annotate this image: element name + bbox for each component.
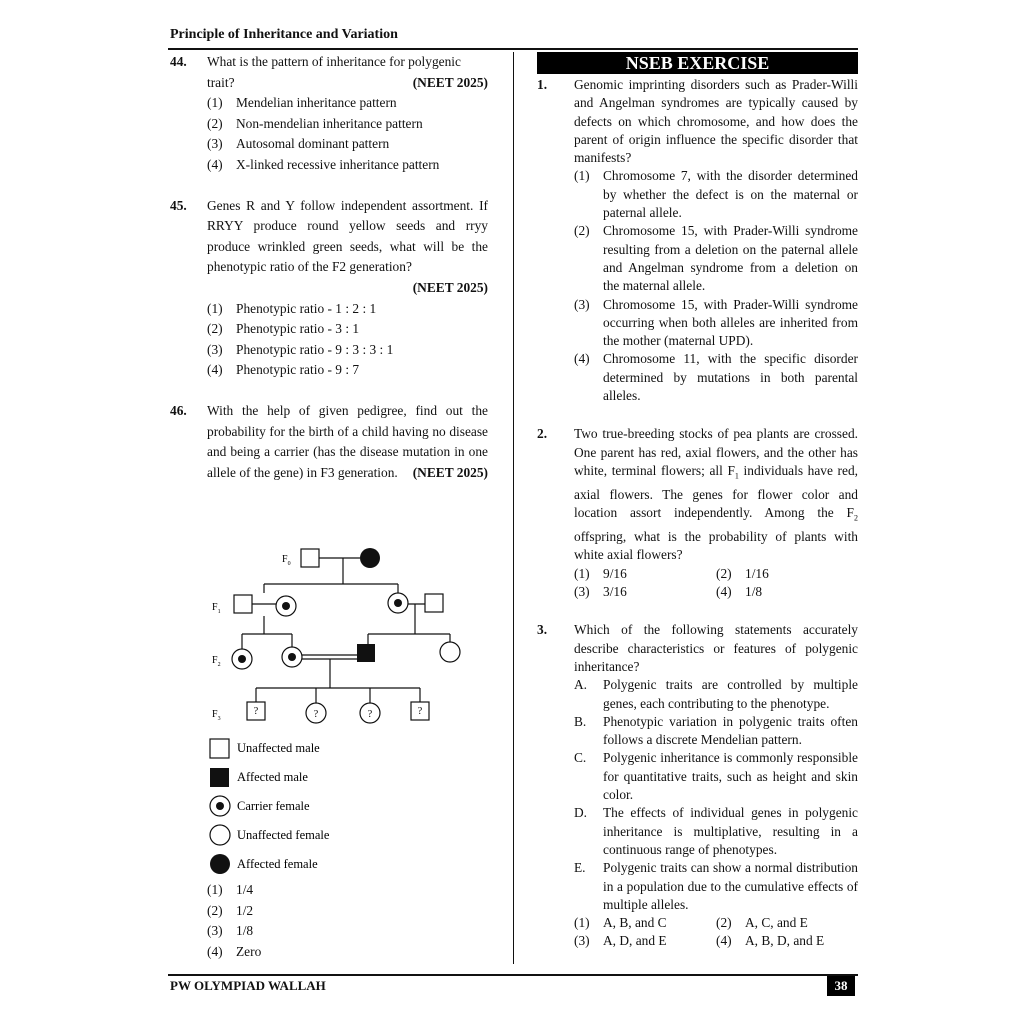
page-header: Principle of Inheritance and Variation [170, 27, 398, 42]
unaffected-male-symbol [301, 549, 319, 567]
legend-affected-female-icon [210, 854, 230, 874]
header-rule [168, 48, 858, 50]
page-number: 38 [827, 976, 855, 996]
question-text: Genomic imprinting disorders such as Prader-Willi and Angelman syndromes are typically caused by defects on which chromosome, and how does the parent of origin influence the specific disorder that manifests? [574, 77, 858, 166]
generation-label: $F_2$ [212, 655, 221, 668]
carrier-female-symbol [276, 596, 296, 616]
nseb-question-3 [537, 621, 858, 950]
generation-label: $F_0$ [282, 554, 291, 567]
question-text: trait? [207, 74, 235, 90]
pedigree-svg [200, 540, 500, 880]
nseb-question-2 [537, 425, 858, 601]
option: (3) 1/8 [207, 923, 254, 939]
section-banner: NSEB EXERCISE [537, 52, 858, 74]
legend-unaffected-female-icon [210, 825, 230, 845]
question-text: Genes R and Y follow independent assortment. If RRYY produce round yellow seeds and rryy produce wrinkled green seeds, what will be the phenotypic ratio of the F2 generation? [207, 197, 488, 275]
legend-label: Unaffected male [237, 741, 320, 755]
legend-label: Affected male [237, 770, 308, 784]
option: (3) Autosomal dominant pattern [207, 136, 390, 152]
question-44 [170, 52, 488, 176]
carrier-female-symbol [388, 593, 408, 613]
generation-label: $F_3$ [212, 709, 221, 722]
question-number: 44. [170, 54, 187, 69]
question-46 [170, 401, 488, 483]
question-text: With the help of given pedigree, find out the probability for the birth of a child having no disease and being a carrier (has the disease mutation in one allele of the gene) in F3 generation. (NEET 2025) [207, 401, 488, 483]
question-text: What is the pattern of inheritance for polygenic [207, 54, 461, 69]
option-row [574, 914, 858, 932]
option: (3) Chromosome 15, with Prader-Willi syndrome occurring when both alleles are inherited from the mother (maternal UPD). [574, 296, 858, 349]
legend-label: Unaffected female [237, 828, 330, 842]
affected-female-symbol [360, 548, 380, 568]
affected-male-symbol [357, 644, 375, 662]
option: (2) Non-mendelian inheritance pattern [207, 115, 423, 131]
legend-affected-male-icon [210, 768, 229, 787]
legend-label: Carrier female [237, 799, 310, 813]
question-text: Two true-breeding stocks of pea plants are crossed. One parent has red, axial flowers, and the other has white, terminal flowers; all $F_1$ individuals have red, axial flowers. The genes for flower color and location assort independently. Among the $F_2$ offspring, what is the probability of plants with white axial flowers? [574, 426, 858, 563]
option: (2) 1/16 [716, 565, 769, 581]
unaffected-female-symbol [440, 642, 460, 662]
legend-unaffected-male-icon [210, 739, 229, 758]
page-footer: PW OLYMPIAD WALLAH [170, 978, 326, 993]
option: (4) 1/8 [716, 584, 763, 600]
unaffected-male-symbol [234, 595, 252, 613]
question-text: Which of the following statements accurately describe characteristics or features of polygenic inheritance? [574, 622, 858, 674]
option: (4) Phenotypic ratio - 9 : 7 [207, 362, 360, 378]
question-number: 45. [170, 197, 187, 213]
option: (1) Chromosome 7, with the disorder determined by whether the defect is on the maternal or paternal allele. [574, 168, 858, 221]
question-number: 2. [537, 426, 548, 442]
right-column [537, 76, 858, 951]
column-divider [513, 52, 514, 964]
exam-tag: (NEET 2025) [412, 279, 488, 295]
exam-tag: (NEET 2025) [412, 74, 488, 90]
option: (1) Mendelian inheritance pattern [207, 95, 397, 111]
statement: A. Polygenic traits are controlled by multiple genes, each contributing to the phenotype. [574, 677, 858, 711]
option: (1) 9/16 [574, 565, 627, 581]
unaffected-male-symbol [425, 594, 443, 612]
left-column [170, 52, 488, 483]
statement: C. Polygenic inheritance is commonly responsible for quantitative traits, such as height and skin color. [574, 750, 858, 803]
unknown-mark: ? [417, 706, 423, 717]
option: (3) 3/16 [574, 584, 627, 600]
statement: E. Polygenic traits can show a normal distribution in a population due to the cumulative effects of multiple alleles. [574, 860, 858, 912]
exam-tag: (NEET 2025) [412, 464, 488, 480]
question-number: 1. [537, 77, 548, 92]
unknown-mark: ? [253, 706, 259, 717]
option: (2) Phenotypic ratio - 3 : 1 [207, 321, 360, 337]
generation-label: $F_1$ [212, 602, 221, 615]
statement: D. The effects of individual genes in polygenic inheritance is multiplative, resulting in a continuous range of phenotypes. [574, 805, 858, 857]
option: (3) Phenotypic ratio - 9 : 3 : 3 : 1 [207, 341, 394, 357]
question-46-options [207, 880, 261, 962]
option: (1) 1/4 [207, 882, 254, 897]
option: (1) A, B, and C [574, 915, 667, 931]
pedigree-chart [200, 540, 500, 880]
carrier-female-symbol [282, 647, 302, 667]
option: (4) Chromosome 11, with the specific disorder determined by mutations in both parental alleles. [574, 351, 858, 404]
option: (2) A, C, and E [716, 915, 808, 931]
footer-rule [168, 974, 858, 976]
legend-carrier-female-icon [210, 796, 230, 816]
nseb-question-1 [537, 76, 858, 405]
unknown-mark: ? [367, 709, 373, 720]
question-45 [170, 196, 488, 381]
option-row [574, 583, 858, 601]
option-row [574, 932, 858, 950]
option-row [574, 565, 858, 583]
option: (4) Zero [207, 943, 262, 959]
option: (4) X-linked recessive inheritance pattern [207, 156, 440, 172]
option: (2) 1/2 [207, 902, 254, 918]
legend-label: Affected female [237, 857, 318, 871]
option: (2) Chromosome 15, with Prader-Willi syndrome resulting from a deletion on the paternal allele and Angelman syndrome from a deletion on the maternal allele. [574, 223, 858, 294]
question-number: 3. [537, 622, 548, 638]
statement: B. Phenotypic variation in polygenic traits often follows a discrete Mendelian pattern. [574, 713, 858, 748]
question-number: 46. [170, 402, 187, 418]
option: (1) Phenotypic ratio - 1 : 2 : 1 [207, 300, 377, 316]
unknown-mark: ? [313, 709, 319, 720]
carrier-female-symbol [232, 649, 252, 669]
option: (4) A, B, D, and E [716, 933, 825, 949]
option: (3) A, D, and E [574, 933, 667, 949]
